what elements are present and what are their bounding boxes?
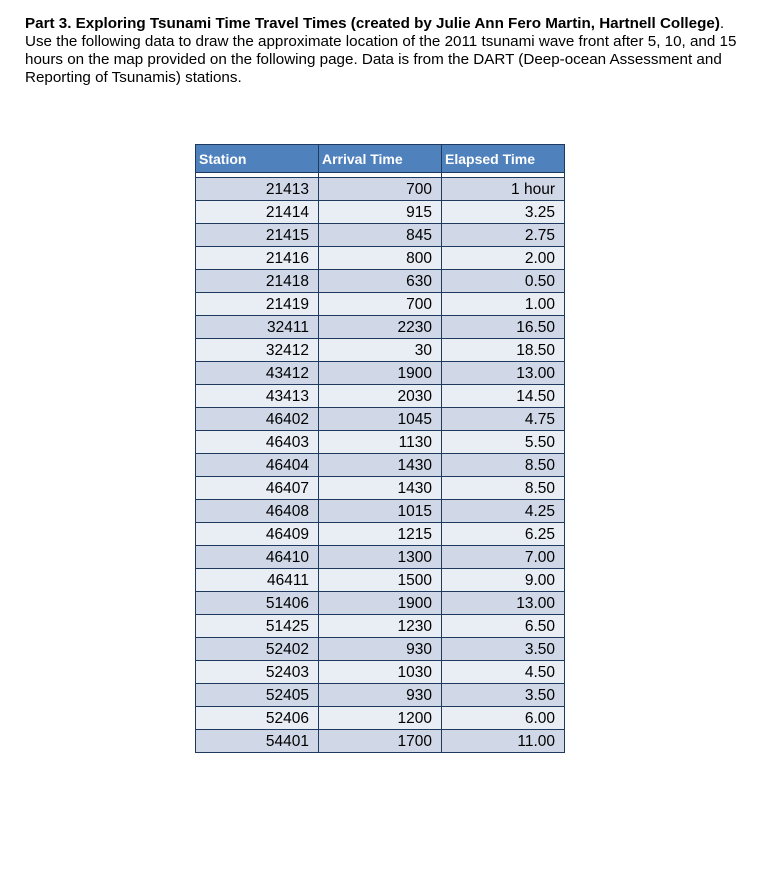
table-row	[196, 362, 565, 385]
cell-elapsed-time: 0.50	[442, 270, 565, 293]
cell-station: 43413	[196, 385, 319, 408]
table-row	[196, 316, 565, 339]
cell-arrival-time: 1030	[319, 661, 442, 684]
cell-arrival-time: 800	[319, 247, 442, 270]
cell-elapsed-time: 6.00	[442, 707, 565, 730]
table-row	[196, 454, 565, 477]
cell-arrival-time: 1900	[319, 592, 442, 615]
cell-arrival-time: 700	[319, 293, 442, 316]
header-elapsed-time: Elapsed Time	[442, 145, 565, 173]
table-row	[196, 224, 565, 247]
cell-elapsed-time: 18.50	[442, 339, 565, 362]
cell-arrival-time: 930	[319, 684, 442, 707]
cell-station: 32412	[196, 339, 319, 362]
table-row	[196, 615, 565, 638]
cell-elapsed-time: 3.25	[442, 201, 565, 224]
table-row	[196, 431, 565, 454]
cell-elapsed-time: 1.00	[442, 293, 565, 316]
table-row	[196, 592, 565, 615]
cell-elapsed-time: 6.25	[442, 523, 565, 546]
table-row	[196, 569, 565, 592]
cell-arrival-time: 700	[319, 178, 442, 201]
cell-arrival-time: 1430	[319, 477, 442, 500]
cell-arrival-time: 1700	[319, 730, 442, 753]
instructions-text: . Use the following data to draw the approximate location of the 2011 tsunami wave front after 5, 10, and 15 hours on the map provided on the following page. Data is from the DART (Deep-ocean Assessment and Reporting of Tsunamis) stations.	[25, 15, 737, 86]
cell-arrival-time: 1130	[319, 431, 442, 454]
cell-station: 52403	[196, 661, 319, 684]
cell-elapsed-time: 7.00	[442, 546, 565, 569]
cell-arrival-time: 1200	[319, 707, 442, 730]
cell-arrival-time: 2030	[319, 385, 442, 408]
cell-station: 46407	[196, 477, 319, 500]
cell-elapsed-time: 4.75	[442, 408, 565, 431]
cell-arrival-time: 915	[319, 201, 442, 224]
cell-arrival-time: 845	[319, 224, 442, 247]
table-row	[196, 201, 565, 224]
cell-station: 54401	[196, 730, 319, 753]
cell-arrival-time: 1215	[319, 523, 442, 546]
table-row	[196, 500, 565, 523]
cell-station: 46409	[196, 523, 319, 546]
cell-station: 21413	[196, 178, 319, 201]
cell-elapsed-time: 3.50	[442, 684, 565, 707]
cell-arrival-time: 1300	[319, 546, 442, 569]
table-row	[196, 385, 565, 408]
cell-station: 32411	[196, 316, 319, 339]
cell-elapsed-time: 2.00	[442, 247, 565, 270]
cell-station: 46404	[196, 454, 319, 477]
cell-elapsed-time: 3.50	[442, 638, 565, 661]
cell-elapsed-time: 8.50	[442, 454, 565, 477]
cell-elapsed-time: 13.00	[442, 592, 565, 615]
cell-station: 21418	[196, 270, 319, 293]
cell-arrival-time: 1045	[319, 408, 442, 431]
cell-arrival-time: 630	[319, 270, 442, 293]
cell-station: 46403	[196, 431, 319, 454]
table-row	[196, 707, 565, 730]
cell-elapsed-time: 2.75	[442, 224, 565, 247]
cell-arrival-time: 1500	[319, 569, 442, 592]
cell-elapsed-time: 9.00	[442, 569, 565, 592]
cell-station: 21415	[196, 224, 319, 247]
header-arrival-time: Arrival Time	[319, 145, 442, 173]
cell-arrival-time: 1900	[319, 362, 442, 385]
cell-station: 51425	[196, 615, 319, 638]
table-row	[196, 408, 565, 431]
table-header-row	[196, 145, 565, 173]
instructions-paragraph	[25, 15, 745, 87]
header-station: Station	[196, 145, 319, 173]
table-row	[196, 523, 565, 546]
cell-station: 43412	[196, 362, 319, 385]
section-title: Part 3. Exploring Tsunami Time Travel Times (created by Julie Ann Fero Martin, Hartnell College)	[25, 15, 720, 32]
cell-station: 52405	[196, 684, 319, 707]
cell-station: 21416	[196, 247, 319, 270]
table-row	[196, 339, 565, 362]
cell-elapsed-time: 16.50	[442, 316, 565, 339]
cell-elapsed-time: 6.50	[442, 615, 565, 638]
table-row	[196, 684, 565, 707]
table-row	[196, 638, 565, 661]
table-row	[196, 247, 565, 270]
cell-arrival-time: 930	[319, 638, 442, 661]
cell-station: 46411	[196, 569, 319, 592]
dart-station-table	[195, 144, 565, 753]
table-row	[196, 661, 565, 684]
cell-station: 52406	[196, 707, 319, 730]
cell-station: 21414	[196, 201, 319, 224]
cell-station: 46402	[196, 408, 319, 431]
table-row	[196, 178, 565, 201]
cell-elapsed-time: 1 hour	[442, 178, 565, 201]
cell-arrival-time: 30	[319, 339, 442, 362]
table-row	[196, 730, 565, 753]
table-row	[196, 293, 565, 316]
cell-station: 51406	[196, 592, 319, 615]
cell-station: 21419	[196, 293, 319, 316]
cell-elapsed-time: 13.00	[442, 362, 565, 385]
cell-arrival-time: 1230	[319, 615, 442, 638]
cell-arrival-time: 2230	[319, 316, 442, 339]
cell-arrival-time: 1015	[319, 500, 442, 523]
cell-station: 52402	[196, 638, 319, 661]
cell-station: 46408	[196, 500, 319, 523]
cell-station: 46410	[196, 546, 319, 569]
cell-elapsed-time: 4.25	[442, 500, 565, 523]
table-row	[196, 546, 565, 569]
table-row	[196, 477, 565, 500]
cell-elapsed-time: 14.50	[442, 385, 565, 408]
cell-elapsed-time: 11.00	[442, 730, 565, 753]
cell-arrival-time: 1430	[319, 454, 442, 477]
cell-elapsed-time: 4.50	[442, 661, 565, 684]
cell-elapsed-time: 8.50	[442, 477, 565, 500]
table-row	[196, 270, 565, 293]
cell-elapsed-time: 5.50	[442, 431, 565, 454]
